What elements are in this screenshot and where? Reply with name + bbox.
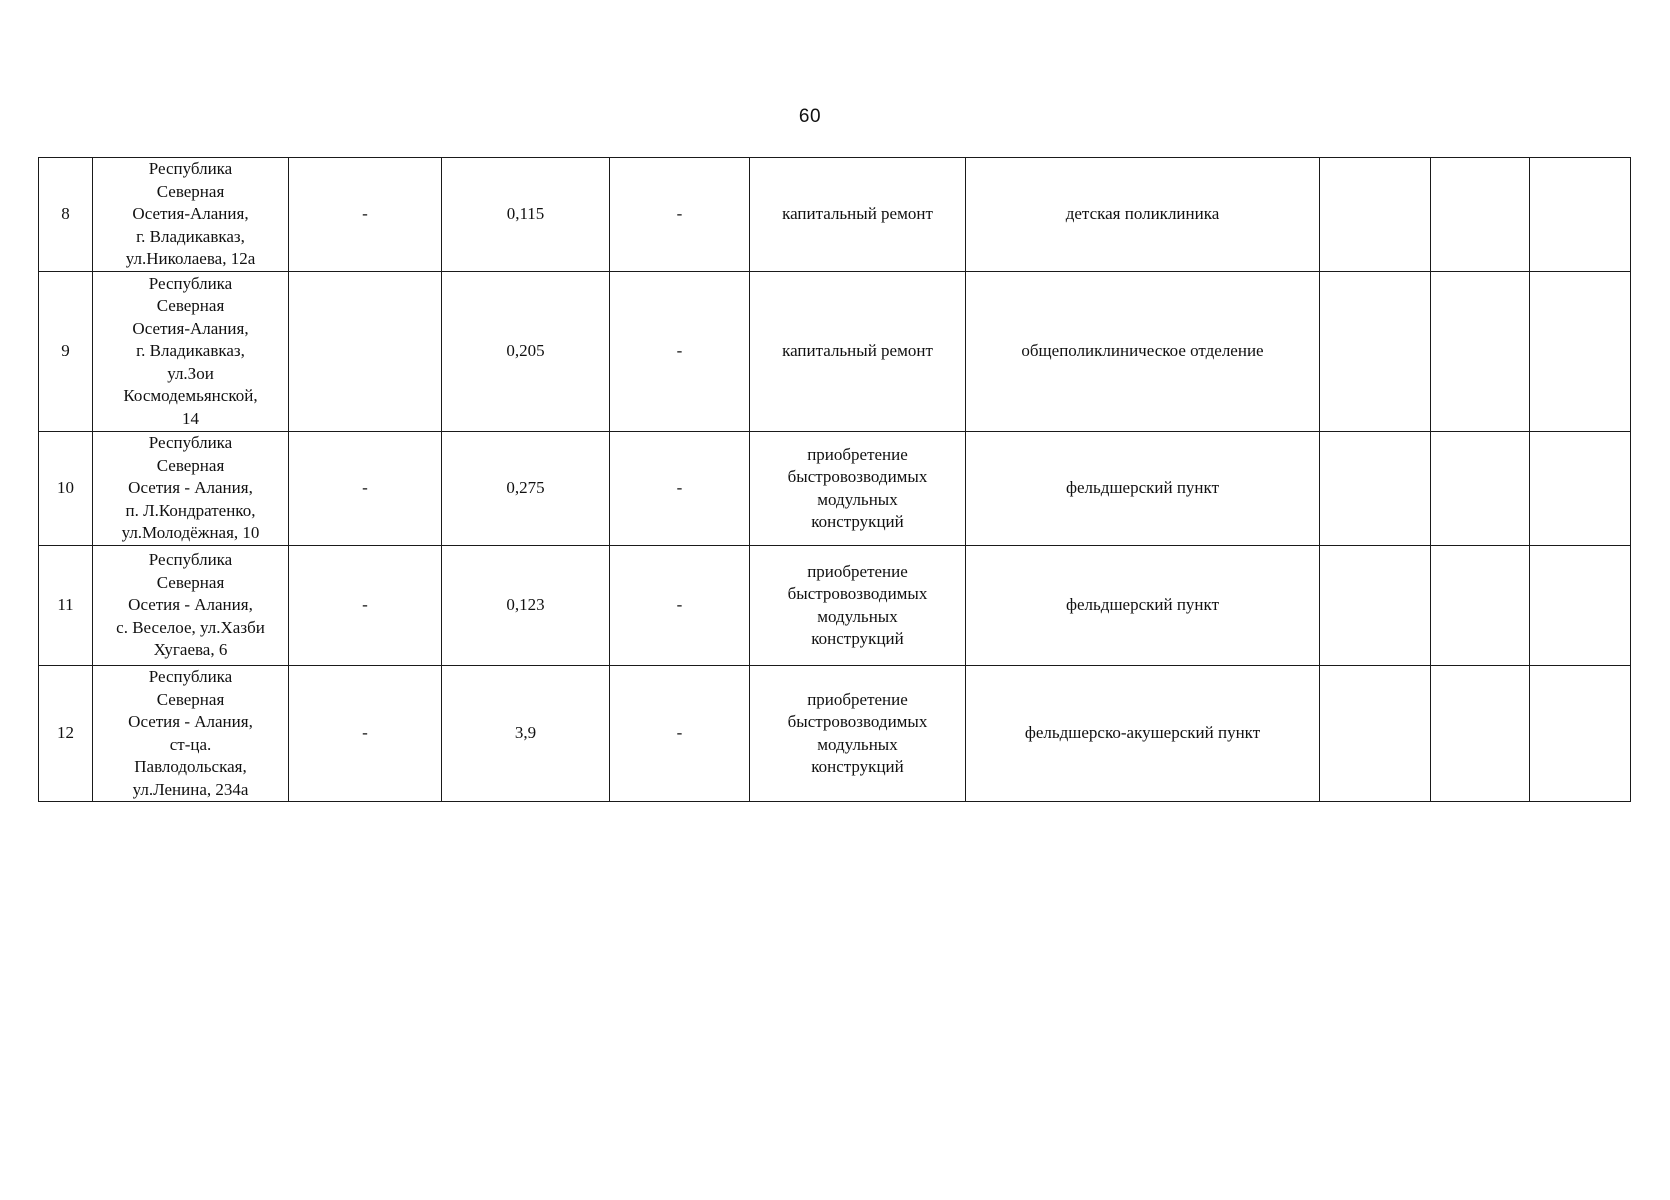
facility-cell: общеполиклиническое отделение: [966, 272, 1320, 432]
address-line: ул.Николаева, 12а: [125, 249, 256, 269]
work-type-line: приобретение: [807, 561, 908, 581]
address-line: Республика: [148, 433, 233, 453]
table-row: [39, 272, 1631, 432]
empty-cell: [1530, 432, 1631, 546]
value-cell-5: -: [610, 666, 750, 802]
address-cell: [93, 158, 289, 272]
table-row: [39, 666, 1631, 802]
empty-cell: [1431, 666, 1530, 802]
value-cell-5: -: [610, 272, 750, 432]
value-cell-3: -: [289, 432, 442, 546]
work-type-line: конструкций: [811, 629, 904, 648]
address-cell: [93, 432, 289, 546]
value-cell-4: 0,123: [442, 546, 610, 666]
row-number: 8: [39, 158, 93, 272]
work-type-line: быстровозводимых: [787, 584, 928, 603]
address-line: Северная: [156, 689, 225, 709]
empty-cell: [1320, 666, 1431, 802]
value-cell-4: 0,115: [442, 158, 610, 272]
facility-cell: фельдшерский пункт: [966, 432, 1320, 546]
address-line: Осетия-Алания,: [132, 204, 249, 224]
value-cell-5: -: [610, 158, 750, 272]
work-type-cell: [750, 158, 966, 272]
value-cell-4: 3,9: [442, 666, 610, 802]
address-line: п. Л.Кондратенко,: [125, 500, 256, 520]
row-number: 9: [39, 272, 93, 432]
address-line: Республика: [148, 550, 233, 570]
address-line: ул.Молодёжная, 10: [121, 523, 260, 543]
work-type-line: модульных: [817, 489, 898, 509]
empty-cell: [1530, 272, 1631, 432]
empty-cell: [1431, 158, 1530, 272]
value-cell-3: -: [289, 666, 442, 802]
empty-cell: [1320, 158, 1431, 272]
value-cell-4: 0,275: [442, 432, 610, 546]
table-row: [39, 432, 1631, 546]
empty-cell: [1320, 272, 1431, 432]
empty-cell: [1431, 546, 1530, 666]
address-cell: [93, 272, 289, 432]
work-type-line: приобретение: [807, 689, 908, 709]
table-row: [39, 158, 1631, 272]
facility-cell: фельдшерский пункт: [966, 546, 1320, 666]
address-line: Республика: [148, 273, 233, 293]
facility-cell: фельдшерско-акушерский пункт: [966, 666, 1320, 802]
empty-cell: [1530, 666, 1631, 802]
work-type-line: конструкций: [811, 512, 904, 531]
address-line: Осетия-Алания,: [132, 318, 249, 338]
work-type-cell: [750, 546, 966, 666]
work-type-line: конструкций: [811, 757, 904, 776]
row-number: 11: [39, 546, 93, 666]
work-type-cell: [750, 666, 966, 802]
address-line: 14: [182, 408, 199, 428]
empty-cell: [1530, 546, 1631, 666]
work-type-line: капитальный ремонт: [782, 204, 933, 224]
empty-cell: [1320, 546, 1431, 666]
address-line: г. Владикавказ,: [136, 341, 245, 361]
address-line: ст-ца.: [169, 734, 212, 754]
work-type-line: модульных: [817, 734, 898, 754]
table-row: [39, 546, 1631, 666]
value-cell-3: -: [289, 546, 442, 666]
address-line: Северная: [156, 455, 225, 475]
value-cell-5: -: [610, 432, 750, 546]
empty-cell: [1431, 432, 1530, 546]
address-line: Осетия - Алания,: [128, 595, 253, 615]
address-cell: [93, 666, 289, 802]
value-cell-3: [289, 272, 442, 432]
value-cell-5: -: [610, 546, 750, 666]
row-number: 10: [39, 432, 93, 546]
work-type-line: быстровозводимых: [787, 712, 928, 731]
facility-cell: детская поликлиника: [966, 158, 1320, 272]
address-line: Северная: [156, 296, 225, 316]
page-number: 60: [798, 106, 822, 127]
work-type-cell: [750, 432, 966, 546]
address-cell: [93, 546, 289, 666]
work-type-line: модульных: [817, 606, 898, 626]
address-line: Северная: [156, 572, 225, 592]
address-line: Космодемьянской,: [123, 386, 258, 406]
work-type-line: быстровозводимых: [787, 467, 928, 486]
work-type-line: капитальный ремонт: [782, 341, 933, 361]
work-type-line: приобретение: [807, 444, 908, 464]
address-line: Осетия - Алания,: [128, 712, 253, 731]
address-line: Северная: [156, 181, 225, 201]
data-table: [38, 157, 1631, 802]
empty-cell: [1530, 158, 1631, 272]
address-line: ул.Ленина, 234а: [132, 779, 249, 799]
empty-cell: [1431, 272, 1530, 432]
work-type-cell: [750, 272, 966, 432]
address-line: Хугаева, 6: [153, 640, 228, 660]
address-line: ул.Зои: [167, 363, 214, 383]
address-line: г. Владикавказ,: [136, 226, 245, 246]
address-line: Павлодольская,: [134, 757, 247, 776]
address-line: Республика: [148, 667, 233, 686]
empty-cell: [1320, 432, 1431, 546]
row-number: 12: [39, 666, 93, 802]
value-cell-3: -: [289, 158, 442, 272]
address-line: Осетия - Алания,: [128, 478, 253, 498]
value-cell-4: 0,205: [442, 272, 610, 432]
address-line: с. Веселое, ул.Хазби: [116, 617, 265, 637]
address-line: Республика: [148, 159, 233, 179]
